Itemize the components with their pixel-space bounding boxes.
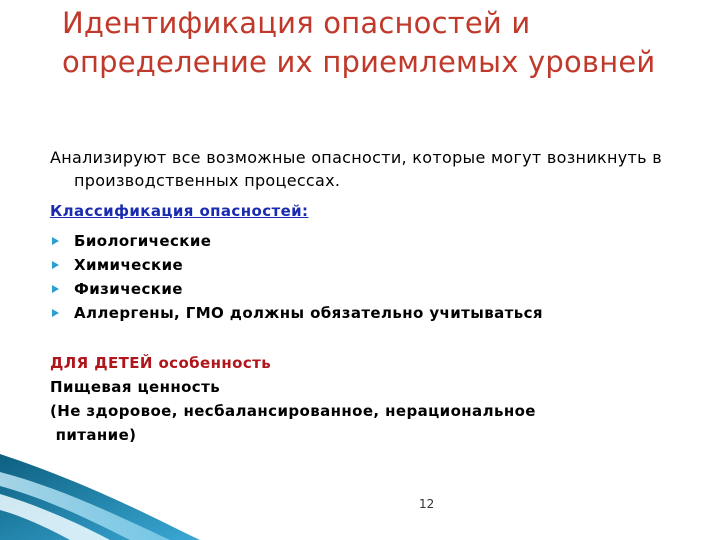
bullet-arrow-icon	[52, 285, 59, 293]
hazard-label: Аллергены, ГМО должны обязательно учитываться	[74, 304, 543, 322]
hazard-item	[50, 255, 690, 275]
bullet-arrow-icon	[52, 261, 59, 269]
slide-title: Идентификация опасностей и определение их приемлемых уровней	[62, 6, 656, 79]
hazard-list	[50, 231, 690, 323]
classification-title: Классификация опасностей:	[50, 202, 309, 220]
nutrition-value: Пищевая ценность	[50, 378, 221, 396]
hazard-label: Биологические	[74, 232, 212, 250]
slide-content	[50, 146, 690, 449]
hazard-item	[50, 231, 690, 251]
bullet-arrow-icon	[52, 237, 59, 245]
hazard-label: Химические	[74, 256, 184, 274]
nutrition-note-line1: (Не здоровое, несбалансированное, нерациональное	[50, 402, 536, 420]
intro-text: Анализируют все возможные опасности, которые могут возникнуть в производственных процессах.	[50, 148, 662, 190]
spacer	[50, 327, 690, 353]
decorative-wave	[0, 454, 200, 540]
nutrition-note-line2: питание)	[50, 426, 137, 444]
bullet-arrow-icon	[52, 309, 59, 317]
hazard-label: Физические	[74, 280, 183, 298]
children-heading: ДЛЯ ДЕТЕЙ особенность	[50, 354, 272, 372]
hazard-item	[50, 303, 690, 323]
hazard-item	[50, 279, 690, 299]
page-number: 12	[419, 497, 435, 511]
